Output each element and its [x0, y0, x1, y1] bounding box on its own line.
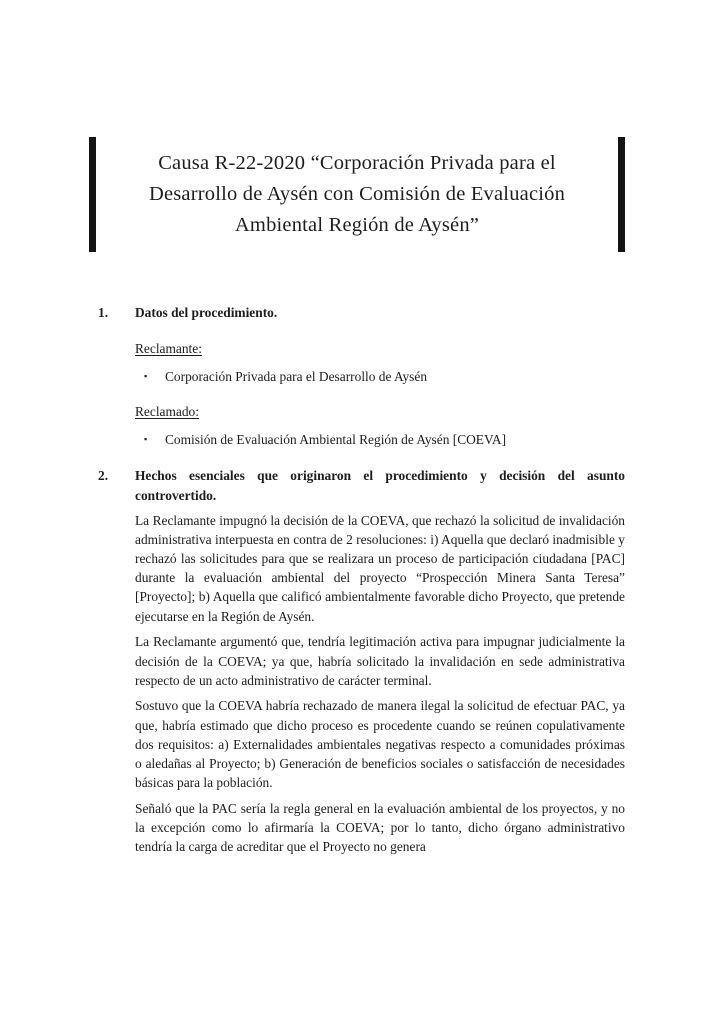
respondent-name: Comisión de Evaluación Ambiental Región de Aysén [COEVA]	[165, 431, 507, 447]
body-paragraph-3: Sostuvo que la COEVA habría rechazado de manera ilegal la solicitud de efectuar PAC, ya que, habría estimado que dicho proceso es procedente cuando se reúnen copulativamente dos requisitos: a) Externalidades ambientales negativas respecto a comunidades próximas o aledañas al Proyecto; b) Generación de beneficios sociales o satisfacción de necesidades básicas para la población.	[135, 698, 625, 791]
case-title-line-1: Causa R-22-2020 “Corporación Privada para el	[158, 152, 556, 174]
section-1-heading: Datos del procedimiento.	[135, 305, 278, 320]
body-paragraph-1: La Reclamante impugnó la decisión de la COEVA, que rechazó la solicitud de invalidación administrativa interpuesta en contra de 2 resoluciones: i) Aquella que declaró inadmisible y rechazó las solicitudes para que se realizara un proceso de participación ciudadana [PAC] durante la evaluación ambiental del proyecto “Prospección Minera Santa Teresa” [Proyecto]; b) Aquella que calificó ambientalmente favorable dicho Proyecto, que pretende ejecutarse en la Región de Aysén.	[135, 512, 625, 624]
respondent-label: Reclamado:	[135, 403, 199, 419]
body-paragraph-2: La Reclamante argumentó que, tendría legitimación activa para impugnar judicialmente la decisión de la COEVA; ya que, habría solicitado la invalidación en sede administrativa respecto de un acto administrativo de carácter terminal.	[135, 634, 625, 688]
case-title-block	[89, 137, 625, 252]
section-1-number: 1.	[98, 305, 109, 320]
case-title-line-2: Desarrollo de Aysén con Comisión de Evaluación	[148, 183, 566, 205]
case-title-line-3: Ambiental Región de Aysén”	[234, 214, 480, 236]
respondent-list-item	[135, 430, 625, 449]
square-bullet-icon: ▪	[144, 433, 148, 444]
claimant-label: Reclamante:	[135, 341, 202, 357]
document-body	[98, 303, 625, 863]
claimant-list-item	[135, 367, 625, 386]
section-2-number: 2.	[98, 468, 109, 484]
section-1-heading-row	[98, 303, 625, 322]
claimant-name: Corporación Privada para el Desarrollo de Aysén	[165, 369, 428, 385]
section-2-heading-row	[98, 466, 625, 506]
body-paragraph-4: Señaló que la PAC sería la regla general en la evaluación ambiental de los proyectos, y no la excepción como lo afirmaría la COEVA; por lo tanto, dicho órgano administrativo tendría la carga de acreditar que el Proyecto no genera	[135, 800, 625, 855]
square-bullet-icon: ▪	[144, 371, 148, 382]
section-2-heading: Hechos esenciales que originaron el procedimiento y decisión del asunto controvertido.	[135, 468, 625, 503]
